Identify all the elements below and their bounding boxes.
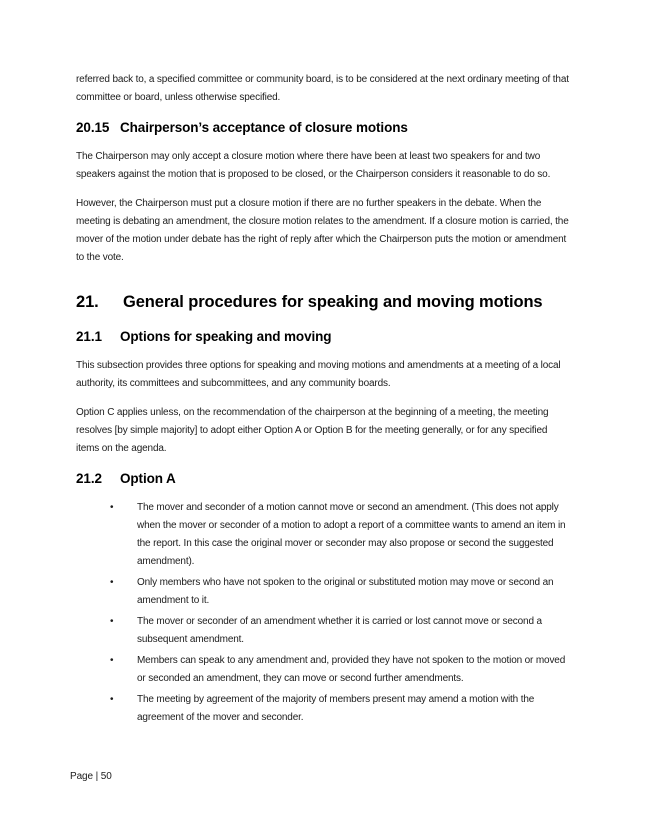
list-item — [110, 613, 569, 649]
list-item-text: The meeting by agreement of the majority of members present may amend a motion with the agreement of the mover and seconder. — [137, 694, 535, 723]
list-item-text: The mover and seconder of a motion cannot move or second an amendment. (This does not apply when the mover or seconder of a motion to adopt a report of a committee wants to amend an item in the report. In this case the original mover or seconder may also propose or second the suggested amendment). — [137, 502, 566, 567]
paragraph-options-1: This subsection provides three options for speaking and moving motions and amendments at a meeting of a local authority, its committees and subcommittees, and any community boards. — [76, 360, 561, 389]
paragraph-closure-2: However, the Chairperson must put a closure motion if there are no further speakers in the debate. When the meeting is debating an amendment, the closure motion relates to the amendment. If a closure motion is carried, the mover of the motion under debate has the right of reply after which the Chairperson puts the motion or amendment to the vote. — [76, 198, 569, 263]
list-item — [110, 574, 569, 610]
bullet-icon: • — [110, 502, 114, 513]
heading-21-1 — [76, 327, 569, 347]
heading-21 — [76, 291, 569, 313]
heading-20-15-title: Chairperson’s acceptance of closure motions — [120, 120, 408, 135]
list-item-text: The mover or seconder of an amendment whether it is carried or lost cannot move or second a subsequent amendment. — [137, 616, 542, 645]
heading-21-title: General procedures for speaking and moving motions — [123, 293, 543, 311]
list-item-text: Only members who have not spoken to the original or substituted motion may move or second an amendment to it. — [137, 577, 554, 606]
page-number-footer: Page | 50 — [70, 771, 112, 782]
list-item-text: Members can speak to any amendment and, provided they have not spoken to the motion or moved or seconded an amendment, they can move or second further amendments. — [137, 655, 566, 684]
heading-21-1-title: Options for speaking and moving — [120, 329, 332, 344]
heading-21-2-number: 21.2 — [76, 471, 102, 486]
paragraph-options-2: Option C applies unless, on the recommendation of the chairperson at the beginning of a meeting, the meeting resolves [by simple majority] to adopt either Option A or Option B for the meeting generally, or for any specified items on the agenda. — [76, 407, 549, 454]
list-item — [110, 691, 569, 727]
paragraph-closure-1: The Chairperson may only accept a closure motion where there have been at least two speakers for and two speakers against the motion that is proposed to be closed, or the Chairperson considers it reasonable to do so. — [76, 151, 551, 180]
list-item — [110, 499, 569, 571]
list-item — [110, 652, 569, 688]
heading-21-1-number: 21.1 — [76, 329, 102, 344]
bullet-icon: • — [110, 616, 114, 627]
heading-20-15-number: 20.15 — [76, 120, 110, 135]
heading-21-2-title: Option A — [120, 471, 176, 486]
heading-21-2 — [76, 469, 569, 489]
bullet-icon: • — [110, 655, 114, 666]
bullet-icon: • — [110, 694, 114, 705]
bullet-icon: • — [110, 577, 114, 588]
paragraph-intro: referred back to, a specified committee or community board, is to be considered at the next ordinary meeting of that committee or board, unless otherwise specified. — [76, 74, 569, 103]
heading-20-15 — [76, 118, 569, 138]
option-a-bullet-list — [76, 499, 569, 727]
heading-21-number: 21. — [76, 293, 99, 311]
